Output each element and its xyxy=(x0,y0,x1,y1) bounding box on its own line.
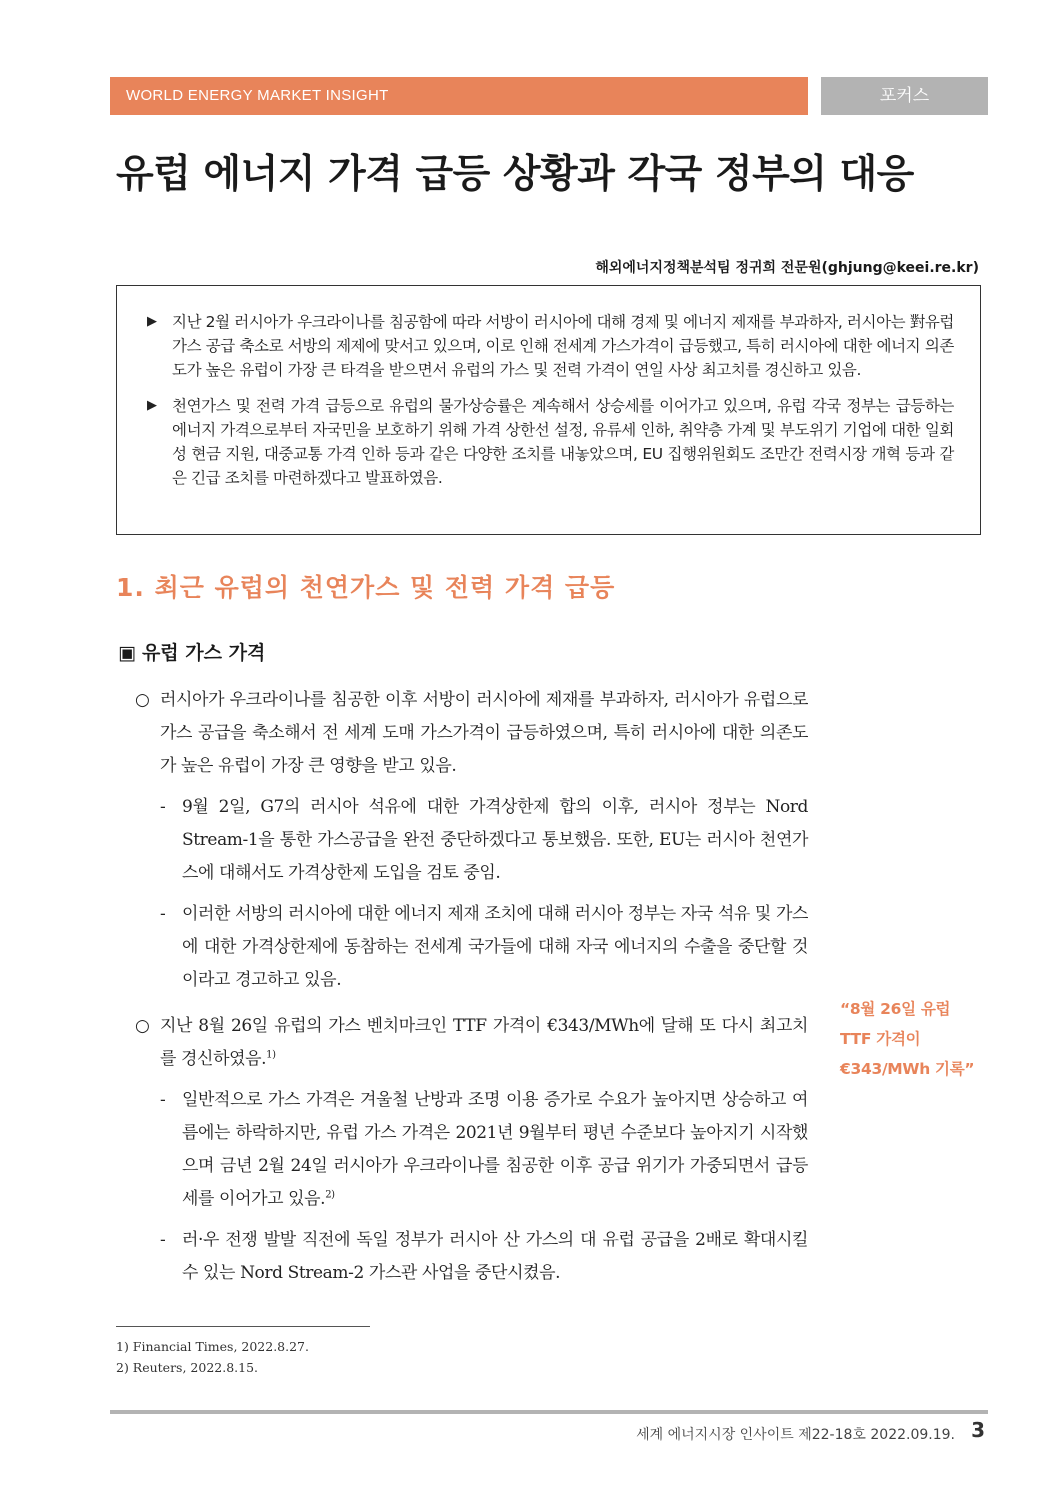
triangle-bullet-icon: ▶ xyxy=(147,314,157,329)
article-title: 유럽 에너지 가격 급등 상황과 각국 정부의 대응 xyxy=(116,152,914,197)
footnote-item: 1) Financial Times, 2022.8.27. xyxy=(116,1339,309,1354)
author-line: 해외에너지정책분석팀 정귀희 전문원(ghjung@keei.re.kr) xyxy=(595,260,979,276)
sub-heading xyxy=(118,638,265,665)
paragraph xyxy=(130,1010,808,1076)
paragraph xyxy=(130,684,808,783)
summary-box xyxy=(116,285,981,535)
square-bullet-icon: ▣ xyxy=(118,642,136,664)
header-banner xyxy=(110,77,808,115)
sub-paragraph xyxy=(130,791,808,890)
body-block-2 xyxy=(130,1010,808,1290)
sub-paragraph xyxy=(130,898,808,997)
section-title: 1. 최근 유럽의 천연가스 및 전력 가격 급등 xyxy=(116,573,616,602)
footnote-ref: 1) xyxy=(266,1049,276,1061)
footnote-ref: 2) xyxy=(325,1189,335,1201)
header-category-label: 포커스 xyxy=(879,86,930,106)
dash-bullet-icon: - xyxy=(160,1090,166,1110)
page-number: 3 xyxy=(971,1418,985,1442)
sub-paragraph xyxy=(130,1084,808,1216)
sub-heading-text: 유럽 가스 가격 xyxy=(141,642,266,664)
triangle-bullet-icon: ▶ xyxy=(147,398,157,413)
footer-divider xyxy=(110,1410,988,1414)
header-series-label: WORLD ENERGY MARKET INSIGHT xyxy=(126,87,389,104)
dash-bullet-icon: - xyxy=(160,797,166,817)
sub-paragraph-text: 러·우 전쟁 발발 직전에 독일 정부가 러시아 산 가스의 대 유럽 공급을 2배로 확대시킬 수 있는 Nord Stream-2 가스관 사업을 중단시켰음. xyxy=(182,1230,808,1283)
summary-item xyxy=(147,310,954,382)
pull-quote-line: TTF 가격이 xyxy=(840,1030,921,1048)
footnote-divider xyxy=(116,1326,370,1327)
sub-paragraph-text: 일반적으로 가스 가격은 겨울철 난방과 조명 이용 증가로 수요가 높아지면 상승하고 여름에는 하락하지만, 유럽 가스 가격은 2021년 9월부터 평년 수준보다 높아지기 시작했으며 금년 2월 24일 러시아가 우크라이나를 침공한 이후 공급 위기가 가중되면서 급등세를 이어가고 있음. xyxy=(182,1090,808,1209)
pull-quote-line: “8월 26일 유럽 xyxy=(840,1000,951,1018)
dash-bullet-icon: - xyxy=(160,904,166,924)
header-category-tag xyxy=(821,77,988,115)
pull-quote xyxy=(840,994,980,1084)
summary-item xyxy=(147,394,954,490)
circle-bullet-icon: ○ xyxy=(135,1016,150,1036)
circle-bullet-icon: ○ xyxy=(135,690,150,710)
dash-bullet-icon: - xyxy=(160,1230,166,1250)
paragraph-text: 러시아가 우크라이나를 침공한 이후 서방이 러시아에 제재를 부과하자, 러시아가 유럽으로 가스 공급을 축소해서 전 세계 도매 가스가격이 급등하였으며, 특히 러시아에 대한 의존도가 높은 유럽이 가장 큰 영향을 받고 있음. xyxy=(160,690,808,776)
footer-publication: 세계 에너지시장 인사이트 제22-18호 2022.09.19. xyxy=(636,1427,955,1443)
pull-quote-line: €343/MWh 기록” xyxy=(840,1060,975,1078)
paragraph-text: 지난 8월 26일 유럽의 가스 벤치마크인 TTF 가격이 €343/MWh에 달해 또 다시 최고치를 경신하였음. xyxy=(160,1016,808,1069)
footnote-item: 2) Reuters, 2022.8.15. xyxy=(116,1360,259,1375)
body-block-1 xyxy=(130,684,808,997)
summary-text: 지난 2월 러시아가 우크라이나를 침공함에 따라 서방이 러시아에 대해 경제 및 에너지 제재를 부과하자, 러시아는 對유럽 가스 공급 축소로 서방의 제제에 맞서고 있으며, 이로 인해 전세계 가스가격이 급등했고, 특히 러시아에 대한 에너지 의존도가 높은 유럽이 가장 큰 타격을 받으면서 유럽의 가스 및 전력 가격이 연일 사상 최고치를 경신하고 있음. xyxy=(172,313,954,379)
summary-text: 천연가스 및 전력 가격 급등으로 유럽의 물가상승률은 계속해서 상승세를 이어가고 있으며, 유럽 각국 정부는 급등하는 에너지 가격으로부터 자국민을 보호하기 위해 가격 상한선 설정, 유류세 인하, 취약층 가계 및 부도위기 기업에 대한 일회성 현금 지원, 대중교통 가격 인하 등과 같은 다양한 조치를 내놓았으며, EU 집행위원회도 조만간 전력시장 개혁 등과 같은 긴급 조치를 마련하겠다고 발표하였음. xyxy=(172,397,954,487)
sub-paragraph-text: 9월 2일, G7의 러시아 석유에 대한 가격상한제 합의 이후, 러시아 정부는 Nord Stream-1을 통한 가스공급을 완전 중단하겠다고 통보했음. 또한, EU는 러시아 천연가스에 대해서도 가격상한제 도입을 검토 중임. xyxy=(182,797,808,883)
footnotes xyxy=(116,1336,309,1378)
sub-paragraph-text: 이러한 서방의 러시아에 대한 에너지 제재 조치에 대해 러시아 정부는 자국 석유 및 가스에 대한 가격상한제에 동참하는 전세계 국가들에 대해 자국 에너지의 수출을 중단할 것이라고 경고하고 있음. xyxy=(182,904,808,990)
sub-paragraph xyxy=(130,1224,808,1290)
